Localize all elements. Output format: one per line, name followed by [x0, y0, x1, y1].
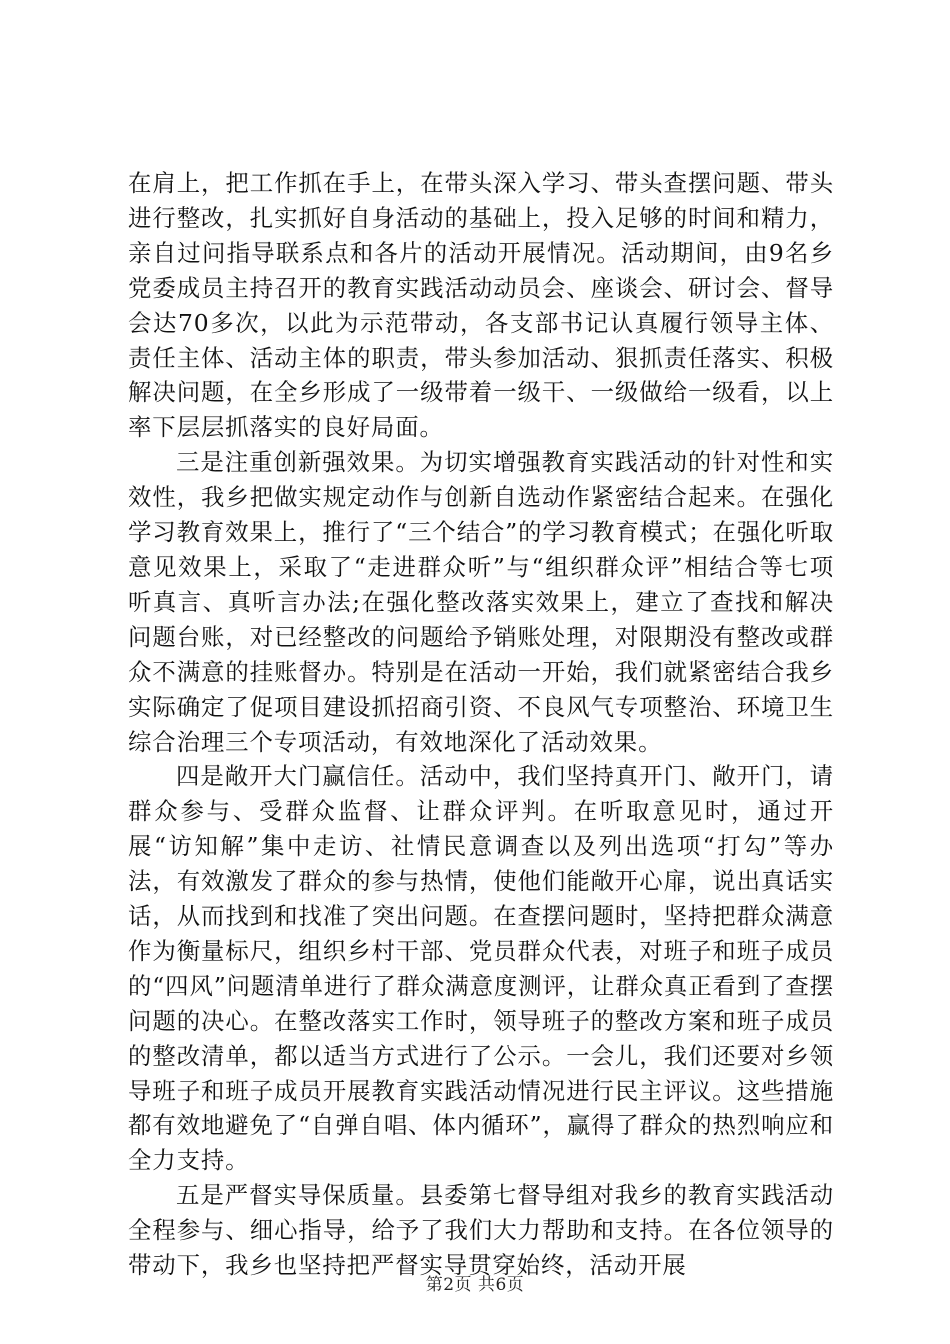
paragraph-open-door: 四是敞开大门赢信任。活动中，我们坚持真开门、敞开门，请群众参与、受群众监督、让群众评判。在听取意见时，通过开展“访知解”集中走访、社情民意调查以及列出选项“打勾”等办法，有效激发了群众的参与热情，使他们能敞开心扉，说出真话实话，从而找到和找准了突出问题。在查摆问题时，坚持把群众满意作为衡量标尺，组织乡村干部、党员群众代表，对班子和班子成员的“四风”问题清单进行了群众满意度测评，让群众真正看到了查摆问题的决心。在整改落实工作时，领导班子的整改方案和班子成员的整改清单，都以适当方式进行了公示。一会儿，我们还要对乡领导班子和班子成员开展教育实践活动情况进行民主评议。这些措施都有效地避免了“自弹自唱、体内循环”，赢得了群众的热烈响应和全力支持。: [128, 762, 834, 1175]
document-body: [128, 166, 834, 1283]
paragraph-innovation: 三是注重创新强效果。为切实增强教育实践活动的针对性和实效性，我乡把做实规定动作与创新自选动作紧密结合起来。在强化学习教育效果上，推行了“三个结合”的学习教育模式；在强化听取意见效果上，采取了“走进群众听”与“组织群众评”相结合等七项听真言、真听言办法;在强化整改落实效果上，建立了查找和解决问题台账，对已经整改的问题给予销账处理，对限期没有整改或群众不满意的挂账督办。特别是在活动一开始，我们就紧密结合我乡实际确定了促项目建设抓招商引资、不良风气专项整治、环境卫生综合治理三个专项活动，有效地深化了活动效果。: [128, 448, 834, 756]
page-number-footer: 第2页 共6页: [425, 1275, 525, 1295]
paragraph-continuation: 在肩上，把工作抓在手上，在带头深入学习、带头查摆问题、带头进行整改，扎实抓好自身活动的基础上，投入足够的时间和精力，亲自过问指导联系点和各片的活动开展情况。活动期间，由9名乡党委成员主持召开的教育实践活动动员会、座谈会、研讨会、督导会达70多次，以此为示范带动，各支部书记认真履行领导主体、责任主体、活动主体的职责，带头参加活动、狠抓责任落实、积极解决问题，在全乡形成了一级带着一级干、一级做给一级看，以上率下层层抓落实的良好局面。: [128, 169, 834, 442]
paragraph-supervision: 五是严督实导保质量。县委第七督导组对我乡的教育实践活动全程参与、细心指导，给予了我们大力帮助和支持。在各位领导的带动下，我乡也坚持把严督实导贯穿始终，活动开展: [128, 1181, 834, 1280]
